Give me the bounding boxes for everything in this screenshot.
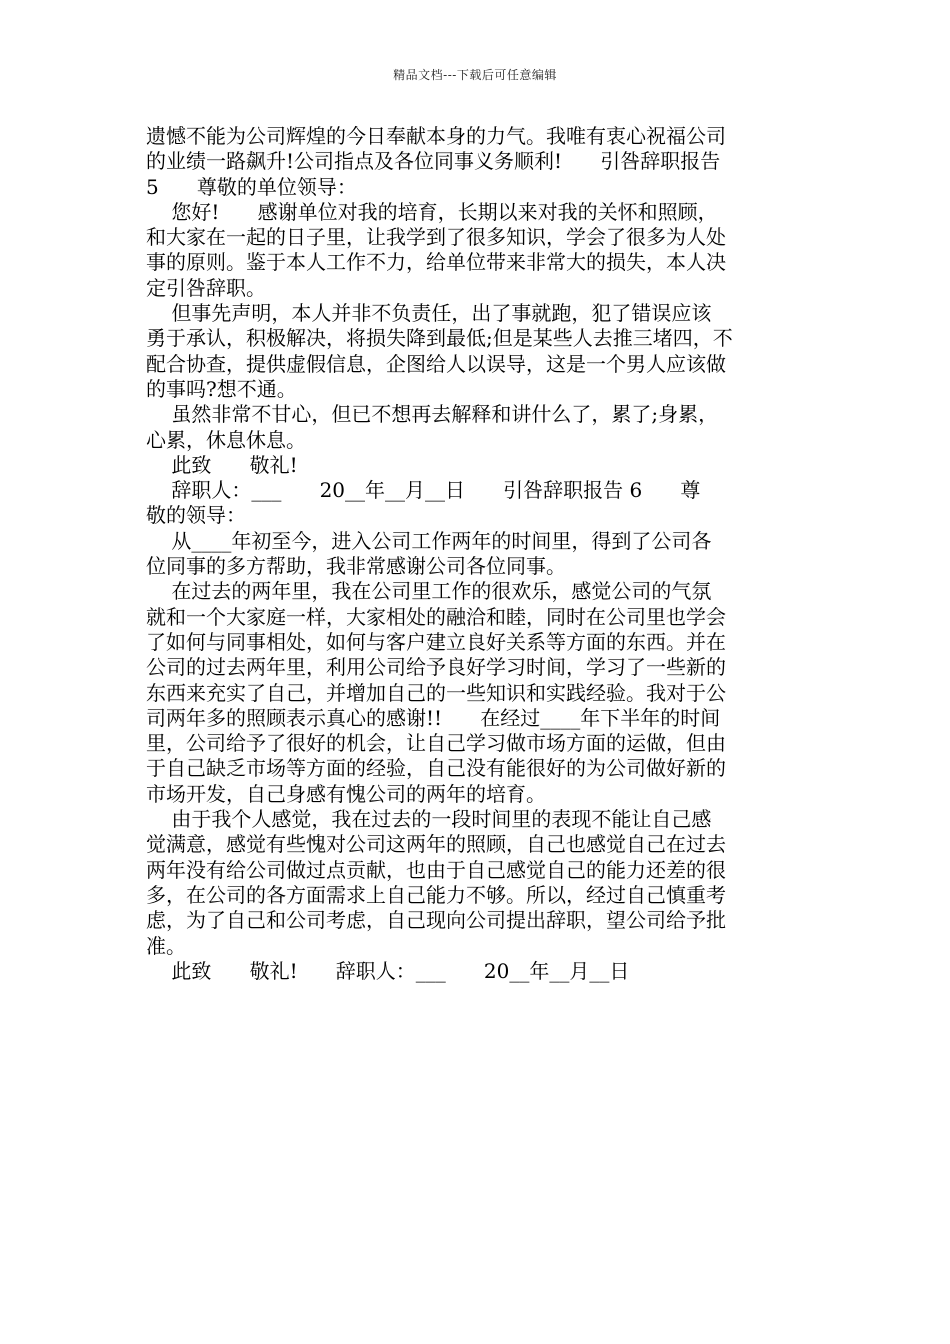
body-line: 遗憾不能为公司辉煌的今日奉献本身的力气。我唯有衷心祝福公司 <box>146 124 726 148</box>
document-body <box>146 124 808 984</box>
body-line: 此致 敬礼! 辞职人：___ 20__年__月__日 <box>146 958 630 983</box>
body-line: 事的原则。鉴于本人工作不力，给单位带来非常大的损失，本人决 <box>146 250 726 275</box>
body-line: 两年没有给公司做过点贡献，也由于自己感觉自己的能力还差的很 <box>146 857 726 882</box>
body-line: 您好! 感谢单位对我的培育，长期以来对我的关怀和照顾， <box>146 199 718 224</box>
body-line: 的事吗?想不通。 <box>146 376 297 401</box>
body-line: 在过去的两年里，我在公司里工作的很欢乐，感觉公司的气氛 <box>146 579 712 604</box>
body-line: 5 尊敬的单位领导： <box>146 174 357 199</box>
body-line: 从____年初至今，进入公司工作两年的时间里，得到了公司各 <box>146 528 712 553</box>
body-line: 觉满意，感觉有些愧对公司这两年的照顾，自己也感觉自己在过去 <box>146 832 726 857</box>
body-line: 此致 敬礼! <box>146 452 298 477</box>
body-line: 就和一个大家庭一样，大家相处的融洽和睦，同时在公司里也学会 <box>146 604 726 629</box>
body-line: 司两年多的照顾表示真心的感谢!! 在经过____年下半年的时间 <box>146 705 721 730</box>
body-line: 但事先声明，本人并非不负责任，出了事就跑，犯了错误应该 <box>146 301 712 326</box>
body-line: 敬的领导： <box>146 503 246 528</box>
body-line: 了如何与同事相处，如何与客户建立良好关系等方面的东西。并在 <box>146 629 726 654</box>
body-line: 的业绩一路飙升!公司指点及各位同事义务顺利! 引咎辞职报告 <box>146 149 721 174</box>
body-line: 勇于承认，积极解决，将损失降到最低;但是某些人去推三堵四，不 <box>146 326 733 351</box>
body-line: 多，在公司的各方面需求上自己能力不够。所以，经过自己慎重考 <box>146 882 726 907</box>
body-line: 市场开发，自己身感有愧公司的两年的培育。 <box>146 781 546 806</box>
body-line: 定引咎辞职。 <box>146 275 266 300</box>
body-line: 准。 <box>146 933 186 958</box>
body-line: 心累，休息休息。 <box>146 427 306 452</box>
body-line: 里，公司给予了很好的机会，让自己学习做市场方面的运做，但由 <box>146 731 726 756</box>
body-line: 配合协查，提供虚假信息，企图给人以误导，这是一个男人应该做 <box>146 351 726 376</box>
page-header: 精品文档---下载后可任意编辑 <box>393 68 557 82</box>
body-line: 虑，为了自己和公司考虑，自己现向公司提出辞职，望公司给予批 <box>146 908 726 933</box>
body-line: 虽然非常不甘心，但已不想再去解释和讲什么了，累了;身累， <box>146 402 719 427</box>
body-line: 和大家在一起的日子里，让我学到了很多知识，学会了很多为人处 <box>146 225 726 250</box>
body-line: 辞职人：___ 20__年__月__日 引咎辞职报告 6 尊 <box>146 478 701 503</box>
body-line: 公司的过去两年里，利用公司给予良好学习时间，学习了一些新的 <box>146 655 726 680</box>
body-line: 于自己缺乏市场等方面的经验，自己没有能很好的为公司做好新的 <box>146 756 726 781</box>
body-line: 东西来充实了自己，并增加自己的一些知识和实践经验。我对于公 <box>146 680 726 705</box>
body-line: 位同事的多方帮助，我非常感谢公司各位同事。 <box>146 554 566 579</box>
body-line: 由于我个人感觉，我在过去的一段时间里的表现不能让自己感 <box>146 807 712 832</box>
